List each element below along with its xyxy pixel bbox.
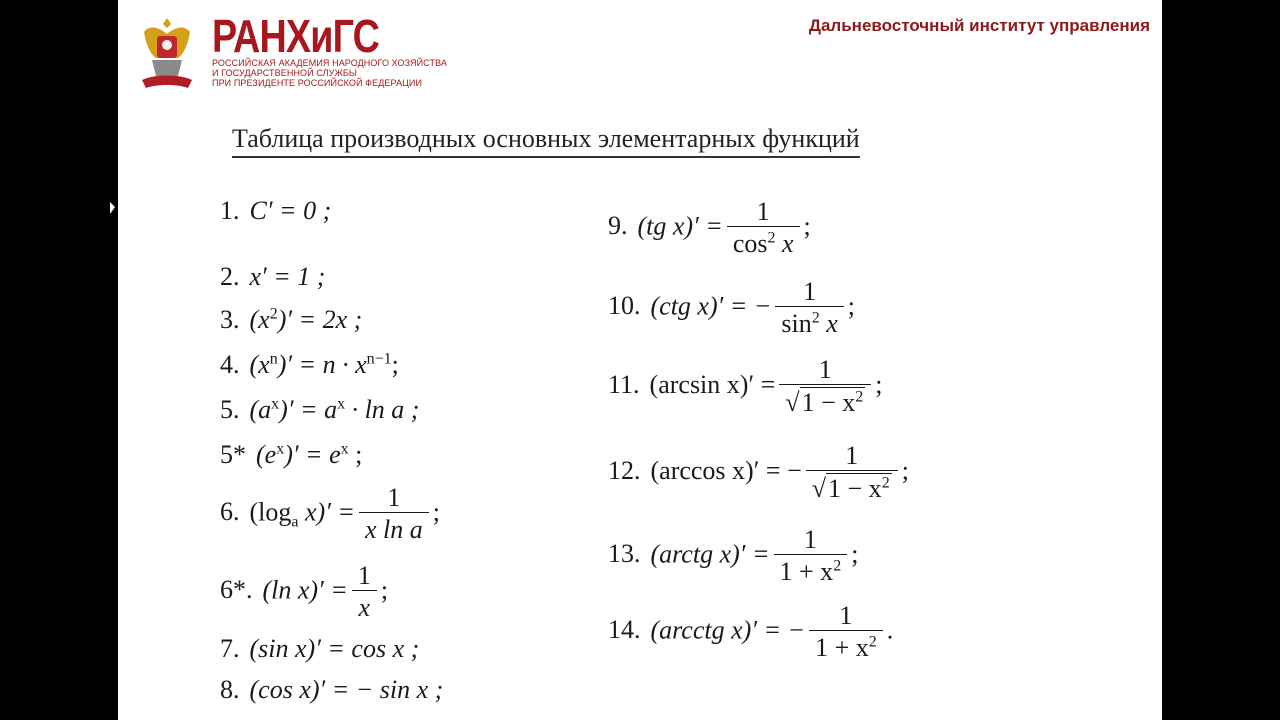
emblem-icon [138, 14, 196, 94]
slide [118, 0, 1162, 720]
brand-subtitle-line-3: ПРИ ПРЕЗИДЕНТЕ РОССИЙСКОЙ ФЕДЕРАЦИИ [212, 78, 423, 88]
institute-name: Дальневосточный институт управления [808, 16, 1150, 35]
fraction: $\frac{1}{\text{x ln a}}$ [359, 484, 429, 545]
formula-8: 8. (cos x)′ = − sin x ; [220, 675, 444, 704]
brand-subtitle-line-1: РОССИЙСКАЯ АКАДЕМИЯ НАРОДНОГО ХОЗЯЙСТВА [212, 58, 447, 68]
fraction: $\frac{1}{√1 - x^2}$ [779, 356, 871, 418]
formula-10: 10. (ctg x)′ = − $\frac{1}{\sin^2 x}$ ; [608, 277, 856, 338]
formula-11: 11. (arcsin x)′ = $\frac{1}{√1 - x^2}$ ; [608, 355, 883, 417]
formula-3: 3. $(x^2)' = 2x$ ; [220, 305, 363, 334]
formula-13: 13. (arctg x)′ = $\frac{1}{1 + x^2}$ ; [608, 525, 859, 586]
formula-14: 14. (arcctg x)′ = − $\frac{1}{1 + x^2}$ . [608, 601, 894, 662]
square-root: $√1 - x^2$ [785, 388, 864, 417]
mouse-cursor-icon [110, 202, 115, 214]
brand-name: РАНХиГС [212, 10, 380, 62]
fraction: $\frac{1}{1 + x^2}$ [774, 526, 848, 587]
formula-7: 7. (sin x)′ = cos x ; [220, 634, 420, 663]
formula-9: 9. (tg x)′ = $\frac{1}{\cos^2 x}$ ; [608, 197, 811, 258]
formula-4: 4. $(x^n)' = n \cdot x^{n-1}$; [220, 350, 399, 379]
brand-logo [212, 10, 447, 88]
formula-12: 12. (arccos x)′ = − $\frac{1}{√1 - x^2}$ ; [608, 441, 909, 503]
fraction: $\frac{1}{\sin^2 x}$ [775, 278, 843, 339]
formula-5: 5. $(a^x)' = a^x \cdot \ln a$ ; [220, 395, 420, 424]
formula-6-star: 6*. (ln x)′ = $\frac{1}{x}$ ; [220, 561, 389, 622]
formula-5-star: 5* $(e^x)' = e^x$ ; [220, 440, 363, 469]
formula-1: 1. C′ = 0 ; [220, 196, 332, 225]
fraction: $\frac{1}{1 + x^2}$ [809, 602, 883, 663]
fraction: $\frac{1}{x}$ [352, 562, 377, 623]
formula-2: 2. x′ = 1 ; [220, 262, 326, 291]
brand-subtitle-line-2: И ГОСУДАРСТВЕННОЙ СЛУЖБЫ [212, 68, 357, 78]
fraction: $\frac{1}{√1 - x^2}$ [806, 442, 898, 504]
formula-6: 6. ($\log_a$ x)′ = $\frac{1}{\text{x ln a}}$ ; [220, 483, 440, 544]
page-title: Таблица производных основных элементарных функций [232, 123, 860, 158]
square-root: $√1 - x^2$ [811, 474, 890, 503]
fraction: $\frac{1}{\cos^2 x}$ [727, 198, 800, 259]
